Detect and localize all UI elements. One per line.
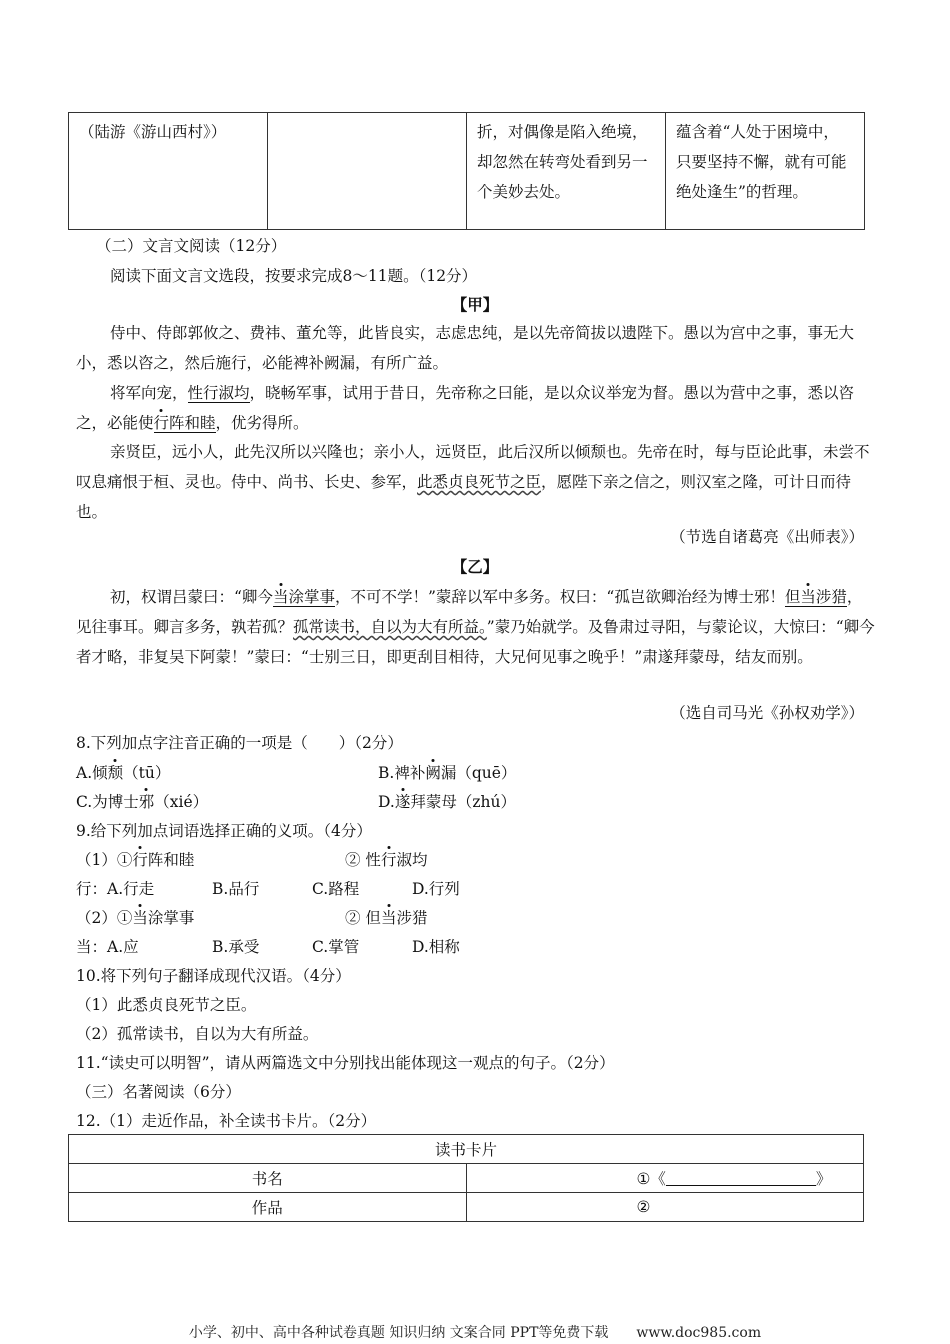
table-cell-meaning: 蕴含着“人处于困境中，只要坚持不懈，就有可能绝处逢生”的哲理。 — [666, 113, 865, 230]
underlined-phrase: 行阵和睦 — [153, 414, 216, 432]
question-9-options-1-c: C.路程 — [312, 880, 360, 898]
question-9-stem: 9.给下列加点词语选择正确的义项。（4分） — [76, 822, 372, 840]
wavy-underlined-sentence: 孤常读书，自以为大有所益。 — [293, 618, 487, 636]
question-8-option-c: C.为博士邪（xié） — [76, 793, 209, 811]
question-8-stem: 8.下列加点字注音正确的一项是（ ）（2分） — [76, 734, 403, 752]
question-10-sentence-2: （2）孤常读书，自以为大有所益。 — [76, 1025, 319, 1043]
passage-yi: 初，权谓吕蒙曰：“卿今当涂掌事，不可不学！”蒙辞以军中多务。权曰：“孤岂欲卿治经为博士邪！但当涉猎，见往事耳。卿言多务，孰若孤？孤常读书，自以为大有所益。”蒙乃始就学。及鲁肃过寻阳，与蒙论议，大惊曰：“卿今者才略，非复吴下阿蒙！”蒙曰：“士别三日，即更刮目相待，大兄何见事之晚乎！”肃遂拜蒙母，结友而别。 — [76, 588, 875, 666]
card-label-book-name: 书名 — [69, 1164, 467, 1193]
reading-instruction: 阅读下面文言文选段，按要求完成8～11题。（12分） — [110, 267, 478, 285]
underlined-phrase: 当涂掌事 — [272, 588, 335, 606]
question-12-stem: 12.（1）走近作品，补全读书卡片。（2分） — [76, 1112, 377, 1130]
section-heading-classical: （二）文言文阅读（12分） — [96, 237, 287, 255]
reading-card-table — [68, 1134, 864, 1222]
table-cell-source: （陆游《游山西村》） — [69, 113, 268, 230]
question-9-item-1a: （1）①行阵和睦 — [76, 851, 195, 869]
question-8-option-a: A.倾颓（tū） — [76, 764, 171, 782]
question-9-options-1-d: D.行列 — [412, 880, 460, 898]
question-9-item-2b: ② 但当涉猎 — [345, 909, 428, 927]
section-heading-classics: （三）名著阅读（6分） — [76, 1083, 241, 1101]
passage-jia-source: （节选自诸葛亮《出师表》） — [670, 528, 864, 546]
question-8-option-d: D.遂拜蒙母（zhú） — [378, 793, 516, 811]
passage-label-jia: 【甲】 — [451, 295, 499, 314]
passage-jia-p3: 亲贤臣，远小人，此先汉所以兴隆也；亲小人，远贤臣，此后汉所以倾颓也。先帝在时，每与臣论此事，未尝不叹息痛恨于桓、灵也。侍中、尚书、长史、参军，此悉贞良死节之臣，愿陛下亲之信之，则汉室之隆，可计日而待也。 — [76, 443, 870, 521]
passage-label-yi: 【乙】 — [451, 557, 499, 576]
question-11-stem: 11.“读史可以明智”，请从两篇选文中分别找出能体现这一观点的句子。（2分） — [76, 1054, 615, 1072]
page-footer: 小学、初中、高中各种试卷真题 知识归纳 文案合同 PPT等免费下载 www.doc985.com — [188, 1325, 762, 1341]
reading-card-title: 读书卡片 — [69, 1135, 864, 1164]
question-9-item-2a: （2）①当涂掌事 — [76, 909, 195, 927]
question-8-option-b: B.裨补阙漏（quē） — [378, 764, 517, 782]
question-10-stem: 10.将下列句子翻译成现代汉语。（4分） — [76, 967, 351, 985]
card-work-field[interactable]: ② — [466, 1193, 864, 1222]
poem-analysis-table — [68, 112, 865, 230]
table-cell-blank — [268, 113, 467, 230]
question-10-sentence-1: （1）此悉贞良死节之臣。 — [76, 996, 257, 1014]
question-9-options-2-a: 当：A.应 — [76, 938, 139, 956]
question-9-options-2-d: D.相称 — [412, 938, 460, 956]
question-9-options-1-b: B.品行 — [212, 880, 260, 898]
question-9-options-2-b: B.承受 — [212, 938, 260, 956]
passage-yi-source: （选自司马光《孙权劝学》） — [670, 704, 864, 722]
question-9-options-1-a: 行：A.行走 — [76, 880, 155, 898]
table-cell-technique: 折，对偶像是陷入绝境，却忽然在转弯处看到另一个美妙去处。 — [467, 113, 666, 230]
card-label-work: 作品 — [69, 1193, 467, 1222]
passage-jia-p2: 将军向宠，性行淑均，晓畅军事，试用于昔日，先帝称之曰能，是以众议举宠为督。愚以为营中之事，悉以咨之，必能使行阵和睦，优劣得所。 — [76, 384, 855, 432]
card-book-name-field[interactable]: ①《 》 — [466, 1164, 864, 1193]
wavy-underlined-sentence: 此悉贞良死节之臣 — [417, 473, 542, 491]
underlined-phrase: 但当涉猎 — [784, 588, 847, 606]
question-9-options-2-c: C.掌管 — [312, 938, 360, 956]
passage-jia-p1: 侍中、侍郎郭攸之、费祎、董允等，此皆良实，志虑忠纯，是以先帝简拔以遗陛下。愚以为宫中之事，事无大小，悉以咨之，然后施行，必能裨补阙漏，有所广益。 — [76, 324, 855, 372]
underlined-phrase: 性行淑均 — [187, 384, 250, 402]
question-9-item-1b: ② 性行淑均 — [345, 851, 428, 869]
book-name-blank[interactable] — [666, 1169, 816, 1186]
